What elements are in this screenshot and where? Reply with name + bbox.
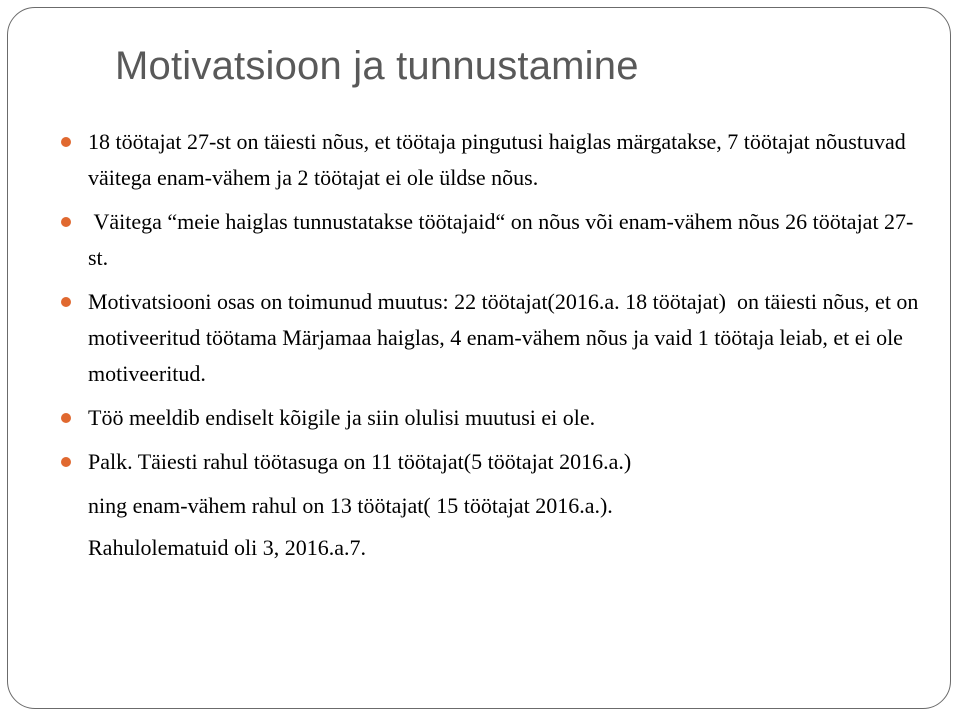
continuation-text: ning enam-vähem rahul on 13 töötajat( 15 töötajat 2016.a.).: [88, 493, 613, 518]
continuation-line-2: [59, 530, 929, 566]
bullet-dot-icon: [61, 137, 71, 147]
bullet-text: 18 töötajat 27-st on täiesti nõus, et töötaja pingutusi haiglas märgatakse, 7 töötajat nõustuvad väitega enam-vähem ja 2 töötajat ei ole üldse nõus.: [88, 129, 912, 190]
continuation-line-1: [59, 488, 929, 524]
bullet-dot-icon: [61, 297, 71, 307]
bullet-item-2: [59, 204, 929, 276]
bullet-list: [59, 124, 929, 566]
bullet-dot-icon: [61, 217, 71, 227]
slide-frame: [7, 7, 951, 709]
slide-title: Motivatsioon ja tunnustamine: [115, 44, 639, 88]
continuation-text: Rahulolematuid oli 3, 2016.a.7.: [88, 535, 367, 560]
bullet-item-1: [59, 124, 929, 196]
bullet-text: Väitega “meie haiglas tunnustatakse töötajaid“ on nõus või enam-vähem nõus 26 töötajat 27-st.: [88, 209, 914, 270]
bullet-item-4: [59, 400, 929, 436]
bullet-item-5: [59, 444, 929, 480]
bullet-text: Töö meeldib endiselt kõigile ja siin olulisi muutusi ei ole.: [88, 405, 596, 430]
bullet-dot-icon: [61, 457, 71, 467]
bullet-text: Motivatsiooni osas on toimunud muutus: 22 töötajat(2016.a. 18 töötajat) on täiesti nõus, et on motiveeritud töötama Märjamaa haiglas, 4 enam-vähem nõus ja vaid 1 töötaja leiab, et ei ole motiveeritud.: [88, 289, 924, 386]
bullet-item-3: [59, 284, 929, 392]
bullet-dot-icon: [61, 413, 71, 423]
bullet-text: Palk. Täiesti rahul töötasuga on 11 töötajat(5 töötajat 2016.a.): [88, 449, 632, 474]
